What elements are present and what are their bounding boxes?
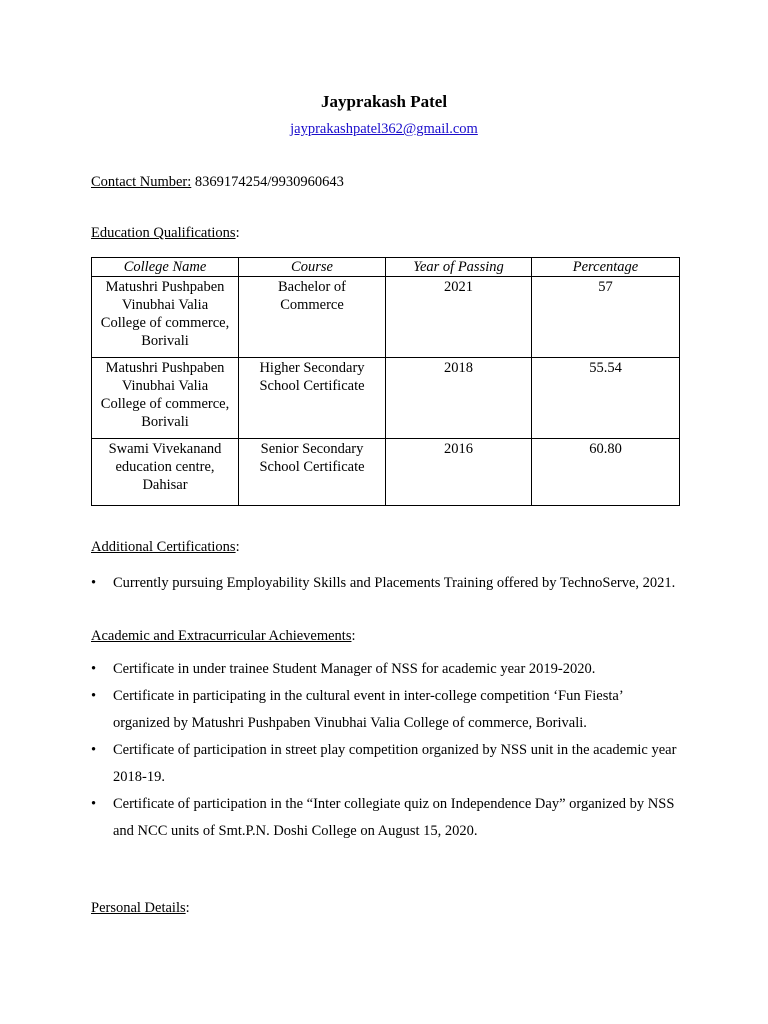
column-header-year: Year of Passing (386, 258, 532, 277)
table-header-row (92, 258, 680, 277)
education-heading: Education Qualifications: (91, 225, 240, 241)
percentage-cell: 55.54 (532, 358, 680, 439)
list-item: • Certificate of participation in the “Inter collegiate quiz on Independence Day” organized by NSS and NCC units of Smt.P.N. Doshi College on August 15, 2020. (91, 791, 681, 845)
personal-details-heading-text: Personal Details (91, 900, 186, 916)
email-line (0, 121, 768, 138)
education-heading-text: Education Qualifications (91, 225, 236, 241)
column-header-college: College Name (92, 258, 239, 277)
college-cell: Matushri Pushpaben Vinubhai Valia College of commerce, Borivali (92, 277, 239, 358)
table-row (92, 358, 680, 439)
contact-line (91, 174, 344, 191)
year-cell: 2018 (386, 358, 532, 439)
column-header-percentage: Percentage (532, 258, 680, 277)
column-header-course: Course (239, 258, 386, 277)
list-item: • Currently pursuing Employability Skills and Placements Training offered by TechnoServe, 2021. (91, 570, 681, 597)
achievements-list (91, 656, 681, 845)
college-cell: Matushri Pushpaben Vinubhai Valia College of commerce, Borivali (92, 358, 239, 439)
table-row (92, 277, 680, 358)
course-cell: Bachelor of Commerce (239, 277, 386, 358)
contact-label: Contact Number: (91, 174, 192, 190)
percentage-cell: 57 (532, 277, 680, 358)
year-cell: 2021 (386, 277, 532, 358)
course-cell: Senior Secondary School Certificate (239, 439, 386, 506)
table-row (92, 439, 680, 506)
percentage-cell: 60.80 (532, 439, 680, 506)
year-cell: 2016 (386, 439, 532, 506)
list-item: • Certificate in participating in the cultural event in inter-college competition ‘Fun Fiesta’ organized by Matushri Pushpaben Vinubhai Valia College of commerce, Borivali. (91, 683, 681, 737)
certifications-list (91, 570, 681, 597)
personal-details-heading: Personal Details: (91, 900, 190, 916)
achievements-heading-text: Academic and Extracurricular Achievements (91, 628, 352, 644)
certifications-heading: Additional Certifications: (91, 539, 240, 555)
course-cell: Higher Secondary School Certificate (239, 358, 386, 439)
college-cell: Swami Vivekanand education centre, Dahisar (92, 439, 239, 506)
achievements-heading: Academic and Extracurricular Achievements: (91, 628, 356, 644)
list-item: • Certificate in under trainee Student Manager of NSS for academic year 2019-2020. (91, 656, 681, 683)
contact-number: 8369174254/9930960643 (191, 174, 344, 190)
list-item: • Certificate of participation in street play competition organized by NSS unit in the academic year 2018-19. (91, 737, 681, 791)
certifications-heading-text: Additional Certifications (91, 539, 236, 555)
candidate-name: Jayprakash Patel (320, 92, 448, 111)
email-link[interactable]: jayprakashpatel362@gmail.com (290, 121, 478, 137)
education-table (91, 257, 680, 506)
